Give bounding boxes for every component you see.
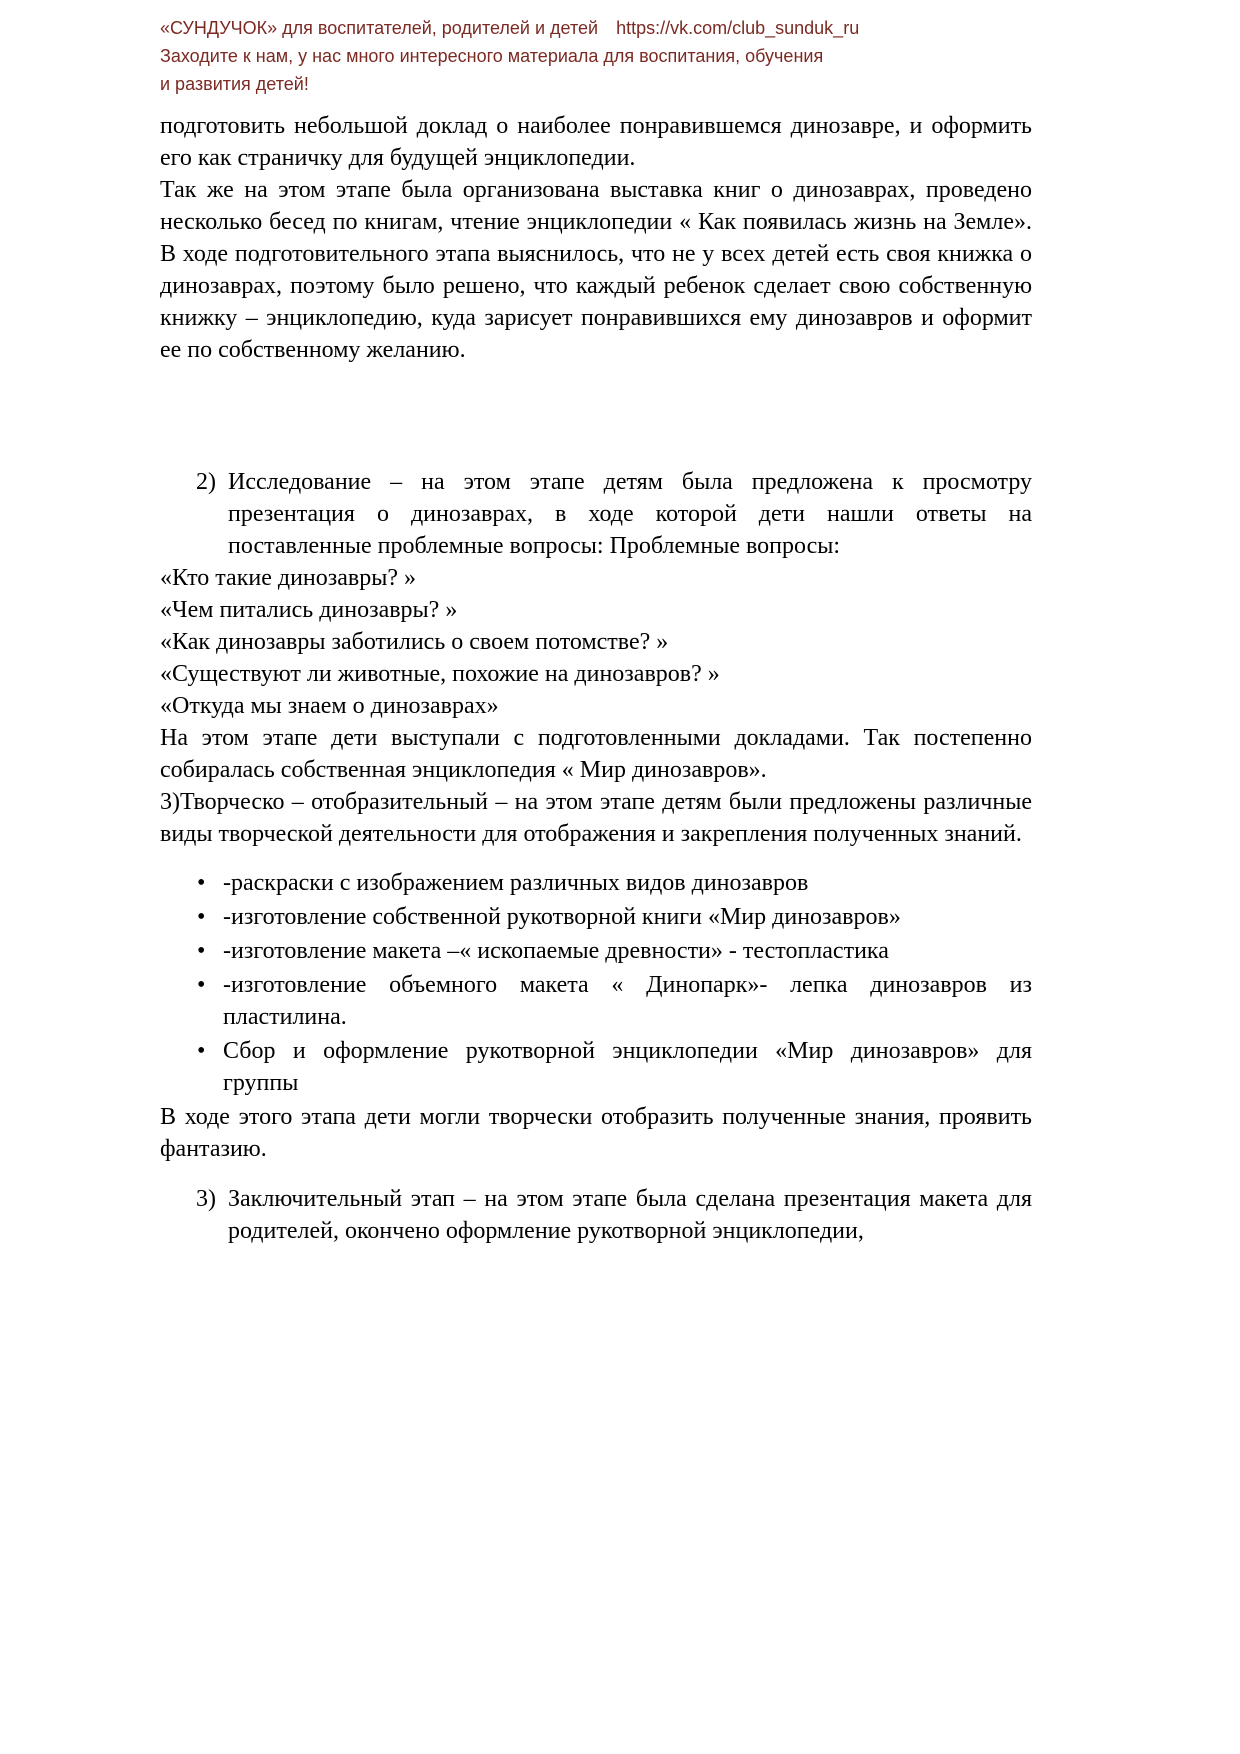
list-item-number: 3): [196, 1186, 216, 1212]
list-item: [197, 969, 1032, 1033]
bullet-text: -изготовление макета –« ископаемые древности» - тестопластика: [223, 938, 889, 964]
document-body: [160, 110, 1032, 1247]
header-title: «СУНДУЧОК» для воспитателей, родителей и детей: [160, 18, 599, 38]
list-item: [197, 867, 1032, 899]
header-url: https://vk.com/club_sunduk_ru: [616, 18, 860, 38]
bullet-text: -изготовление собственной рукотворной книги «Мир динозавров»: [223, 904, 901, 930]
paragraph-report-task: подготовить небольшой доклад о наиболее понравившемся динозавре, и оформить его как страничку для будущей энциклопедии.: [160, 113, 1032, 171]
question-1: «Кто такие динозавры? »: [160, 565, 416, 591]
paragraph-outcome: В ходе этого этапа дети могли творчески отобразить полученные знания, проявить фантазию.: [160, 1104, 1032, 1162]
list-item-text: Исследование – на этом этапе детям была предложена к просмотру презентация о динозаврах, в ходе которой дети нашли ответы на поставленные проблемные вопросы: Проблемные вопросы:: [228, 469, 1032, 559]
list-item-text: Заключительный этап – на этом этапе была сделана презентация макета для родителей, окончено оформление рукотворной энциклопедии,: [228, 1186, 1032, 1244]
list-item: [197, 901, 1032, 933]
bullet-icon: [197, 935, 223, 967]
list-item-number: 2): [196, 469, 216, 495]
header-line-3: и развития детей!: [160, 74, 309, 94]
question-2: «Чем питались динозавры? »: [160, 597, 458, 623]
paragraph-stage-creative: 3)Творческо – отобразительный – на этом этапе детям были предложены различные виды творческой деятельности для отображения и закрепления полученных знаний.: [160, 789, 1032, 847]
list-item: [197, 935, 1032, 967]
paragraph-book-exhibition: Так же на этом этапе была организована выставка книг о динозаврах, проведено несколько бесед по книгам, чтение энциклопедии « Как появилась жизнь на Земле». В ходе подготовительного этапа выяснилось, что не у всех детей есть своя книжка о динозаврах, поэтому было решено, что каждый ребенок сделает свою собственную книжку – энциклопедию, куда зарисует понравившихся ему динозавров и оформит ее по собственному желанию.: [160, 177, 1032, 363]
bullet-text: -раскраски с изображением различных видов динозавров: [223, 870, 809, 896]
list-item: [197, 1035, 1032, 1099]
bullet-icon: [197, 1035, 223, 1099]
header-line-1: [160, 14, 1032, 42]
document-header: [160, 14, 1032, 98]
question-3: «Как динозавры заботились о своем потомстве? »: [160, 629, 669, 655]
bullet-icon: [197, 867, 223, 899]
list-item-stage-research: [196, 466, 1032, 562]
header-line-2: Заходите к нам, у нас много интересного материала для воспитания, обучения: [160, 46, 824, 66]
question-5: «Откуда мы знаем о динозаврах»: [160, 693, 499, 719]
bullet-icon: [197, 901, 223, 933]
paragraph-reports: На этом этапе дети выступали с подготовленными докладами. Так постепенно собиралась собственная энциклопедия « Мир динозавров».: [160, 725, 1032, 783]
list-item-stage-final: [196, 1183, 1032, 1247]
activities-list: [197, 867, 1032, 1099]
bullet-icon: [197, 969, 223, 1033]
bullet-text: Сбор и оформление рукотворной энциклопедии «Мир динозавров» для группы: [223, 1038, 1032, 1096]
question-4: «Существуют ли животные, похожие на динозавров? »: [160, 661, 720, 687]
bullet-text: -изготовление объемного макета « Динопарк»- лепка динозавров из пластилина.: [223, 972, 1032, 1030]
